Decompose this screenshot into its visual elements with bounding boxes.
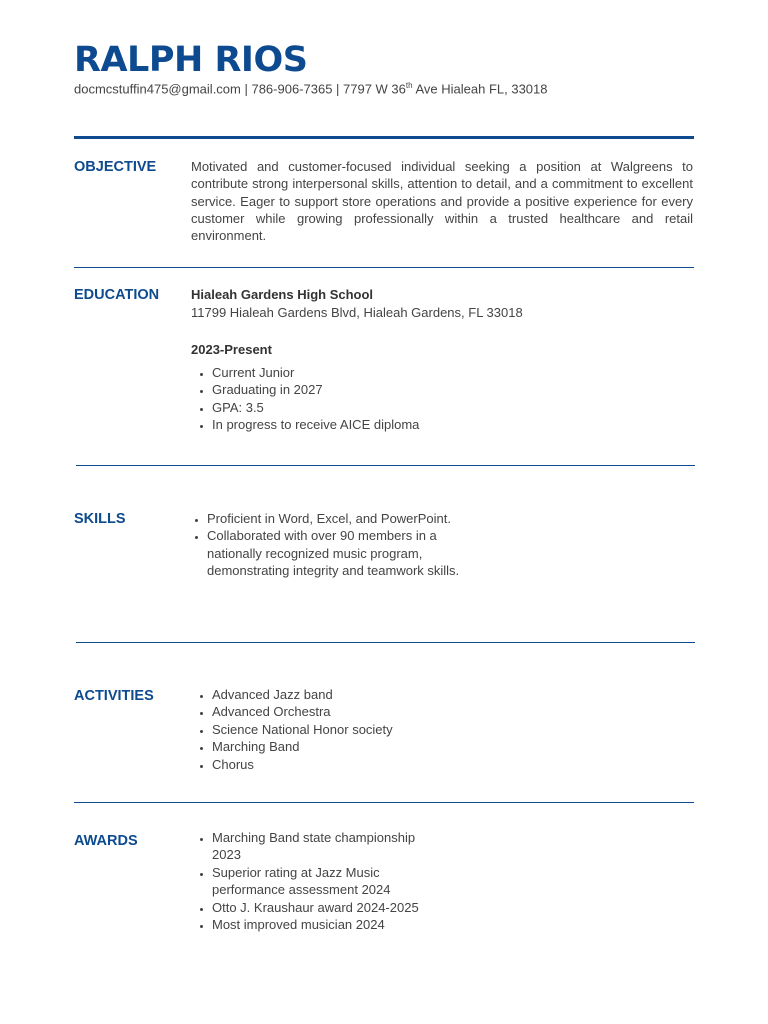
contact-details: docmcstuffin475@gmail.com | 786-906-7365 | 7797 W 36 [74, 81, 406, 97]
section-divider [74, 802, 694, 803]
list-item: • Graduating in 2027 [212, 381, 419, 398]
skills-heading: SKILLS [74, 511, 126, 527]
activities-list [191, 686, 393, 773]
contact-superscript: th [405, 81, 413, 90]
list-item: • Science National Honor society [212, 721, 393, 738]
list-item: • Advanced Orchestra [212, 703, 393, 720]
section-divider [76, 465, 695, 466]
list-item: • Otto J. Kraushaur award 2024-2025 [212, 899, 427, 916]
activities-heading: ACTIVITIES [74, 688, 154, 704]
objective-heading: OBJECTIVE [74, 159, 157, 175]
list-item: • Most improved musician 2024 [212, 916, 427, 933]
contact-address-rest: Ave Hialeah FL, 33018 [412, 81, 548, 97]
contact-line [74, 81, 548, 96]
awards-heading: AWARDS [74, 833, 138, 849]
section-divider [76, 642, 695, 643]
education-dates: 2023-Present [191, 342, 272, 357]
list-item: • Superior rating at Jazz Music performance assessment 2024 [212, 864, 427, 899]
list-item: • In progress to receive AICE diploma [212, 416, 419, 433]
list-item: • Marching Band [212, 738, 393, 755]
list-item: • Marching Band state championship 2023 [212, 829, 427, 864]
list-item: • Current Junior [212, 364, 419, 381]
awards-list [191, 829, 427, 933]
list-item: • Chorus [212, 756, 393, 773]
school-name: Hialeah Gardens High School [191, 287, 374, 302]
list-item: • Proficient in Word, Excel, and PowerPoint. [207, 510, 471, 527]
resume-name: RALPH RIOS [74, 40, 308, 80]
header-divider [74, 136, 694, 139]
list-item: • Advanced Jazz band [212, 686, 393, 703]
list-item: • Collaborated with over 90 members in a nationally recognized music program, demonstrating integrity and teamwork skills. [207, 527, 471, 579]
skills-list [186, 510, 471, 580]
education-list [191, 364, 419, 434]
section-divider [74, 267, 694, 268]
school-address: 11799 Hialeah Gardens Blvd, Hialeah Gardens, FL 33018 [191, 305, 523, 320]
objective-text: Motivated and customer-focused individual seeking a position at Walgreens to contribute strong interpersonal skills, attention to detail, and a commitment to excellent service. Eager to support store operations and provide a positive experience for every customer while growing professionally within a trusted healthcare and retail environment. [191, 159, 693, 244]
list-item: • GPA: 3.5 [212, 399, 419, 416]
education-heading: EDUCATION [74, 287, 160, 303]
